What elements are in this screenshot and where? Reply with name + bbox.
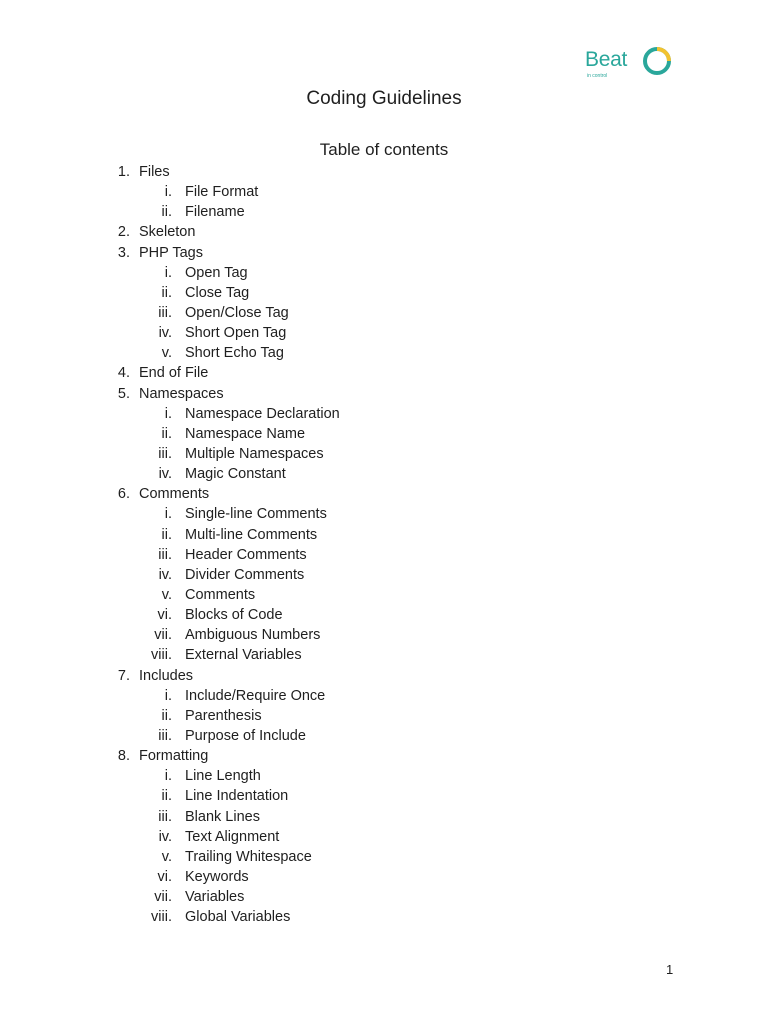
toc-entry-label[interactable]: Comments	[139, 486, 210, 503]
toc-entry-label[interactable]: Formatting	[139, 748, 209, 765]
toc-entry-label[interactable]: Comments	[185, 586, 256, 603]
toc-entry-label[interactable]: Open Tag	[185, 264, 248, 281]
toc-entry-number: 6.	[117, 486, 130, 503]
toc-entry[interactable]	[0, 303, 768, 323]
toc-entry-label[interactable]: Namespace Name	[185, 425, 306, 442]
toc-entry-label[interactable]: End of File	[139, 365, 209, 382]
toc-entry-label[interactable]: Close Tag	[185, 284, 250, 301]
toc-entry-number: ii.	[161, 284, 172, 301]
toc-entry[interactable]	[0, 424, 768, 444]
toc-entry-label[interactable]: Blank Lines	[185, 808, 260, 825]
toc-entry[interactable]	[0, 625, 768, 645]
toc-entry[interactable]	[0, 525, 768, 545]
toc-entry[interactable]	[0, 182, 768, 202]
toc-entry[interactable]	[0, 786, 768, 806]
toc-entry-label[interactable]: Ambiguous Numbers	[185, 627, 321, 644]
toc-entry[interactable]	[0, 283, 768, 303]
toc-entry[interactable]	[0, 464, 768, 484]
toc-entry-label[interactable]: Global Variables	[185, 909, 291, 926]
toc-entry[interactable]	[0, 504, 768, 524]
toc-entry-number: 7.	[117, 667, 130, 684]
toc-entry-number: i.	[164, 768, 172, 785]
toc-entry-number: ii.	[161, 788, 172, 805]
toc-entry-label[interactable]: Parenthesis	[185, 707, 262, 724]
logo-wordmark: Beat	[585, 48, 627, 71]
toc-entry-label[interactable]: Multiple Namespaces	[185, 445, 324, 462]
toc-entry-number: iv.	[158, 828, 172, 845]
toc-entry-label[interactable]: Text Alignment	[185, 828, 280, 845]
toc-entry[interactable]	[0, 686, 768, 706]
toc-entry-number: 2.	[117, 224, 130, 241]
toc-heading: Table of contents	[319, 140, 449, 159]
toc-entry[interactable]	[0, 585, 768, 605]
toc-entry[interactable]	[0, 384, 768, 404]
toc-entry[interactable]	[0, 706, 768, 726]
toc-entry-label[interactable]: Namespaces	[139, 385, 224, 402]
toc-entry-number: i.	[164, 405, 172, 422]
toc-entry-label[interactable]: Short Echo Tag	[185, 345, 284, 362]
toc-entry[interactable]	[0, 484, 768, 504]
toc-entry[interactable]	[0, 827, 768, 847]
toc-entry-label[interactable]: Line Length	[185, 768, 261, 785]
toc-entry-number: iv.	[158, 566, 172, 583]
toc-entry[interactable]	[0, 807, 768, 827]
toc-entry-label[interactable]: Files	[139, 164, 170, 180]
toc-entry-label[interactable]: Variables	[185, 889, 245, 906]
toc-entry-number: i.	[164, 264, 172, 281]
toc-entry-number: 1.	[117, 164, 130, 180]
toc-entry-label[interactable]: Purpose of Include	[185, 727, 306, 744]
toc-entry-number: ii.	[161, 526, 172, 543]
toc-entry-label[interactable]: Short Open Tag	[185, 325, 287, 342]
toc-entry-number: 5.	[117, 385, 130, 402]
toc-entry-label[interactable]: Includes	[139, 667, 194, 684]
toc-entry-label[interactable]: Blocks of Code	[185, 607, 283, 624]
toc-entry-label[interactable]: Header Comments	[185, 546, 307, 563]
toc-entry[interactable]	[0, 666, 768, 686]
toc-entry[interactable]	[0, 605, 768, 625]
toc-entry-number: vii.	[154, 627, 172, 644]
toc-entry-number: v.	[161, 345, 172, 362]
toc-entry-label[interactable]: External Variables	[185, 647, 302, 664]
toc-entry-number: i.	[164, 687, 172, 704]
toc-entry-number: iii.	[158, 304, 172, 321]
toc-entry-number: iii.	[158, 727, 172, 744]
toc-entry[interactable]	[0, 263, 768, 283]
toc-entry[interactable]	[0, 847, 768, 867]
toc-entry[interactable]	[0, 404, 768, 424]
toc-entry-number: vii.	[154, 889, 172, 906]
toc-entry[interactable]	[0, 444, 768, 464]
toc-entry-number: vi.	[157, 607, 172, 624]
toc-entry[interactable]	[0, 907, 768, 927]
toc-entry-label[interactable]: Multi-line Comments	[185, 526, 318, 543]
toc-entry-label[interactable]: Magic Constant	[185, 466, 286, 483]
toc-entry[interactable]	[0, 565, 768, 585]
toc-entry-label[interactable]: Trailing Whitespace	[185, 848, 312, 865]
toc-entry-number: v.	[161, 586, 172, 603]
logo-tagline: in control	[587, 73, 608, 79]
toc-entry-number: vi.	[157, 868, 172, 885]
toc-entry-number: ii.	[161, 204, 172, 221]
toc-entry-label[interactable]: Open/Close Tag	[185, 304, 289, 321]
toc-entry-label[interactable]: Line Indentation	[185, 788, 289, 805]
page-number: 1	[666, 962, 674, 977]
toc-entry[interactable]	[0, 746, 768, 766]
toc-entry-number: viii.	[151, 647, 172, 664]
toc-entry-number: v.	[161, 848, 172, 865]
toc-entry-number: viii.	[151, 909, 172, 926]
toc-entry-number: i.	[164, 506, 172, 523]
toc-entry-label[interactable]: PHP Tags	[139, 244, 203, 261]
toc-entry[interactable]	[0, 243, 768, 263]
toc-entry-number: iii.	[158, 808, 172, 825]
toc-entry[interactable]	[0, 343, 768, 363]
beat-logo	[585, 44, 675, 84]
toc-entry-label[interactable]: Divider Comments	[185, 566, 305, 583]
toc-entry-number: i.	[164, 184, 172, 201]
toc-entry[interactable]	[0, 766, 768, 786]
toc-entry-number: 4.	[117, 365, 130, 382]
document-title: Coding Guidelines	[306, 88, 462, 109]
toc-entry[interactable]	[0, 545, 768, 565]
toc-entry-label[interactable]: Single-line Comments	[185, 506, 327, 523]
toc-entry-number: iii.	[158, 546, 172, 563]
toc-entry-number: 8.	[117, 748, 130, 765]
toc-entry[interactable]	[0, 726, 768, 746]
toc-entry-label[interactable]: Namespace Declaration	[185, 405, 340, 422]
toc-entry[interactable]	[0, 162, 768, 182]
toc-entry[interactable]	[0, 202, 768, 222]
toc-entry-number: iii.	[158, 445, 172, 462]
toc-entry-number: iv.	[158, 466, 172, 483]
toc-entry-label[interactable]: Filename	[185, 204, 245, 221]
toc-entry[interactable]	[0, 887, 768, 907]
toc-entry[interactable]	[0, 645, 768, 665]
toc-entry-number: ii.	[161, 707, 172, 724]
toc-entry-number: ii.	[161, 425, 172, 442]
toc-entry-label[interactable]: Skeleton	[139, 224, 196, 241]
toc-entry[interactable]	[0, 363, 768, 383]
toc-entry-number: iv.	[158, 325, 172, 342]
ring-logo-icon	[642, 45, 672, 77]
table-of-contents	[0, 162, 768, 927]
toc-entry-label[interactable]: File Format	[185, 184, 259, 201]
toc-entry[interactable]	[0, 222, 768, 242]
toc-entry[interactable]	[0, 867, 768, 887]
toc-entry[interactable]	[0, 323, 768, 343]
toc-entry-label[interactable]: Keywords	[185, 868, 249, 885]
toc-entry-label[interactable]: Include/Require Once	[185, 687, 326, 704]
toc-entry-number: 3.	[117, 244, 130, 261]
